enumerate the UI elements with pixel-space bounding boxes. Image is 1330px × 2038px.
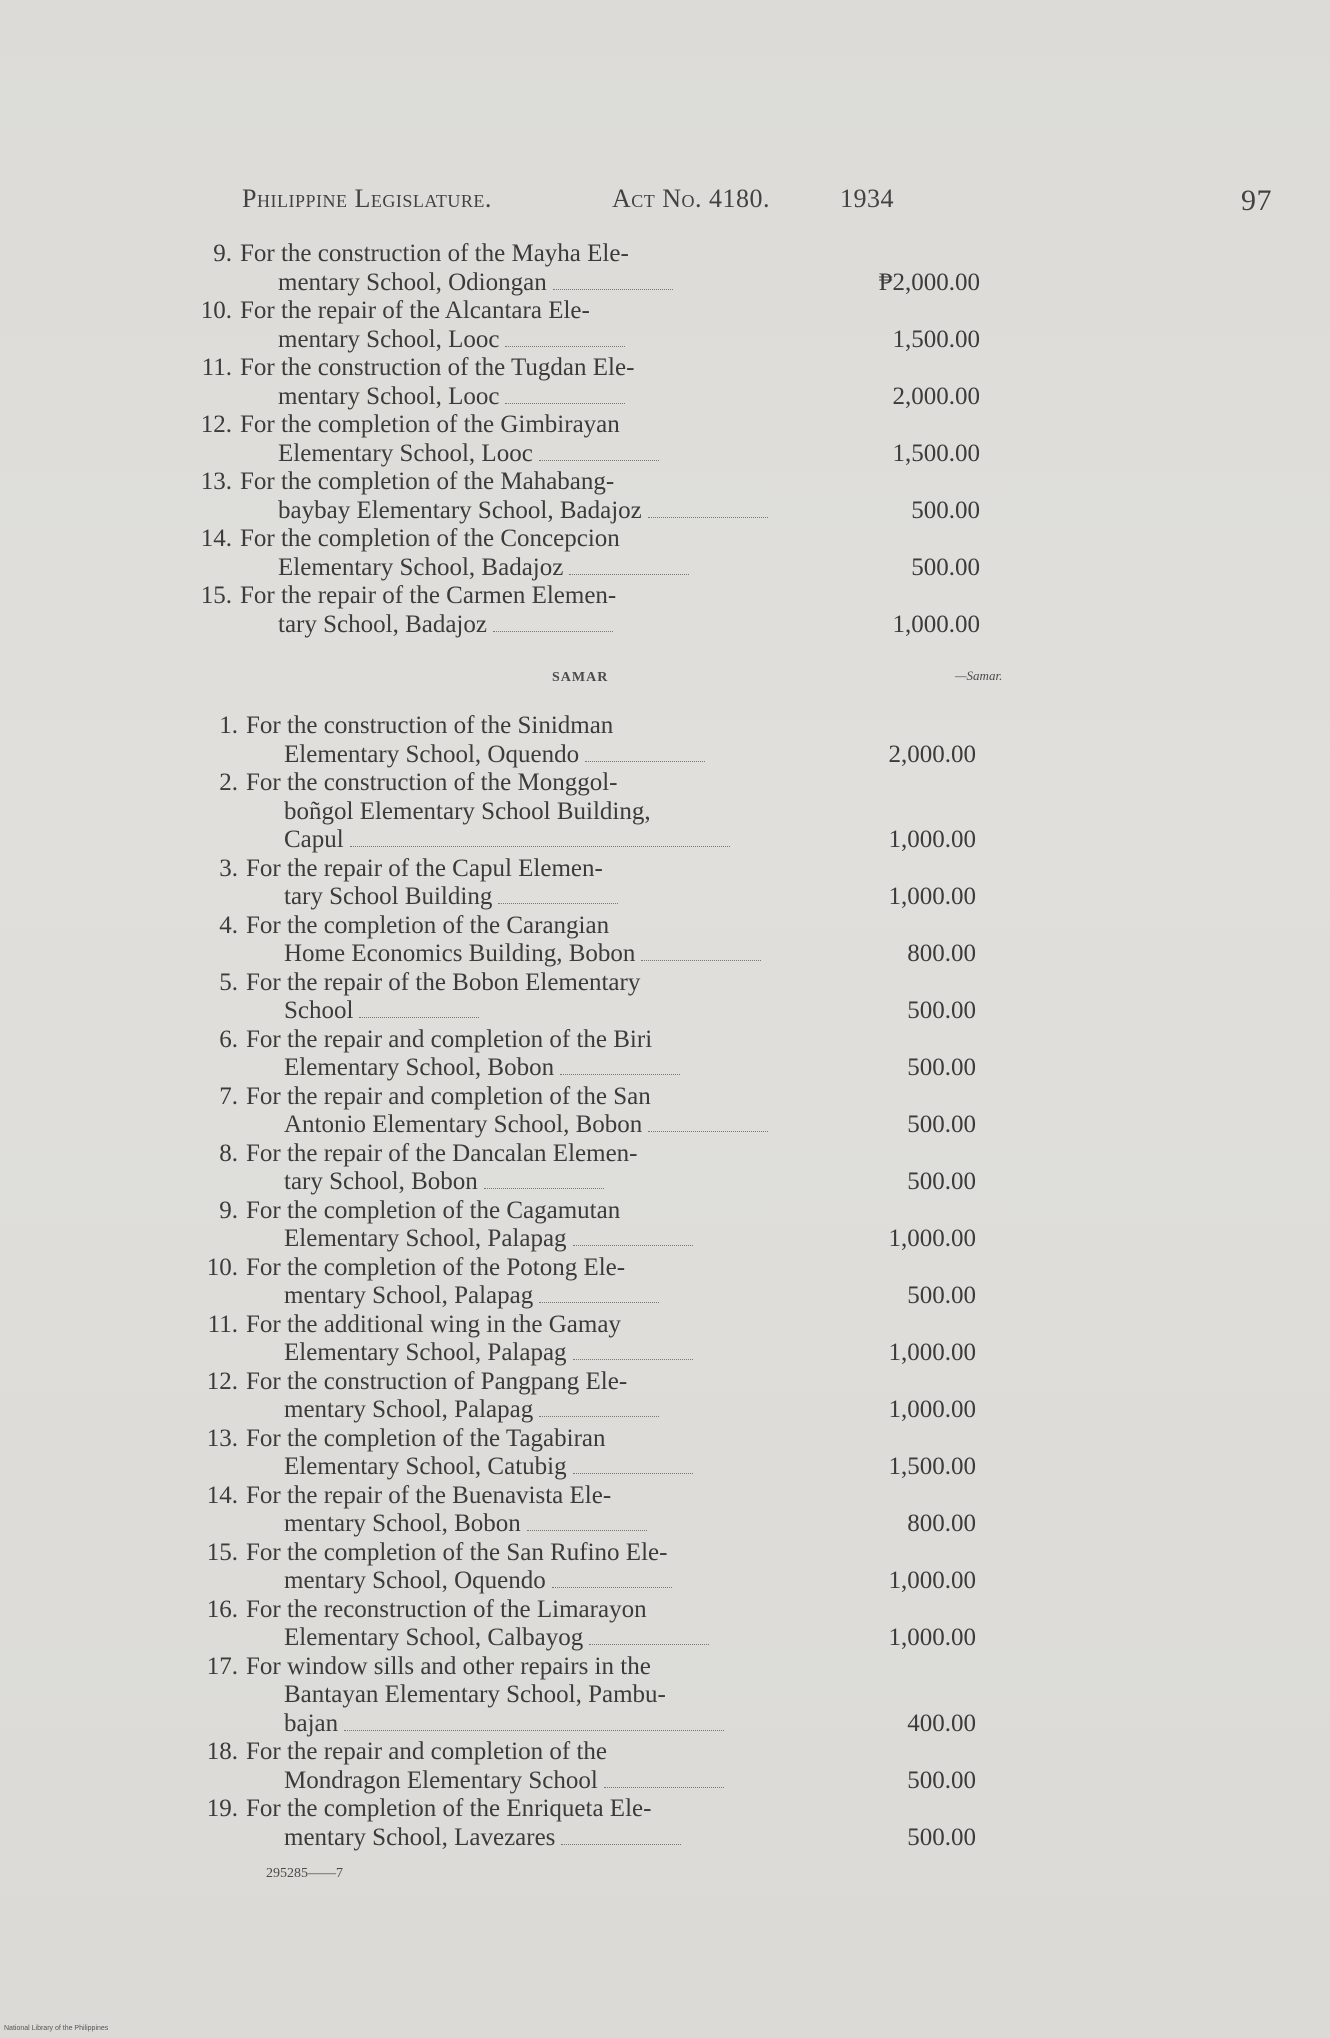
item-line-2 [240, 326, 780, 355]
item-description [246, 912, 786, 969]
dot-leader [569, 568, 689, 575]
item-line-2 [246, 1824, 786, 1853]
item-line-2 [246, 1396, 786, 1425]
item-amount: 400.00 [907, 1709, 976, 1737]
dot-leader [648, 1125, 768, 1132]
dot-leader [505, 397, 625, 404]
item-description [246, 1197, 786, 1254]
item-line-1: For the completion of the Tagabiran [246, 1424, 606, 1452]
item-amount: 1,000.00 [888, 1339, 976, 1366]
item-amount: 500.00 [907, 1168, 976, 1195]
item-number: 13. [206, 1424, 238, 1452]
item-line-2 [246, 798, 786, 827]
item-number: 9. [219, 1196, 238, 1224]
item-number: 2. [219, 769, 238, 796]
item-description [246, 1539, 786, 1596]
appropriations-list-romblon [180, 240, 980, 639]
item-amount: 500.00 [907, 1823, 976, 1851]
dot-leader [641, 954, 761, 961]
item-line-2-text: Bantayan Elementary School, Pambu- [284, 1681, 666, 1708]
item-description [246, 1653, 786, 1739]
item-description [240, 297, 780, 354]
dot-leader [539, 454, 659, 461]
dot-leader [552, 1581, 672, 1588]
archive-footer: National Library of the Philippines [4, 2025, 109, 2032]
item-line-3 [246, 826, 786, 855]
dot-leader [648, 511, 768, 518]
item-number: 14. [200, 525, 232, 552]
item-line-2 [246, 940, 786, 969]
item-number: 19. [206, 1795, 238, 1822]
list-item [180, 525, 980, 582]
item-amount: 800.00 [907, 1510, 976, 1537]
item-number: 12. [206, 1367, 238, 1395]
dot-leader [560, 1068, 680, 1075]
item-line-2-text: Mondragon Elementary School [284, 1766, 598, 1794]
item-line-2-text: mentary School, Bobon [284, 1510, 521, 1537]
item-amount: 500.00 [907, 1111, 976, 1138]
item-amount: 800.00 [907, 940, 976, 967]
item-line-2 [246, 1168, 786, 1197]
running-header [242, 184, 1272, 224]
list-item [186, 912, 976, 969]
item-description [246, 1083, 786, 1140]
item-description [246, 1596, 786, 1653]
item-line-1: For the completion of the Enriqueta Ele- [246, 1795, 652, 1822]
item-line-2-text: mentary School, Palapag [284, 1282, 534, 1309]
list-item [180, 297, 980, 354]
item-amount: 500.00 [907, 1054, 976, 1081]
footer-code: 295285——7 [266, 1866, 343, 1881]
item-line-2-text: Home Economics Building, Bobon [284, 940, 636, 967]
item-description [246, 1254, 786, 1311]
item-number: 12. [200, 411, 232, 438]
item-line-2-text: Elementary School, Catubig [284, 1453, 567, 1480]
item-line-1: For the repair of the Carmen Elemen- [240, 582, 617, 609]
item-line-2-text: mentary School, Odiongan [278, 268, 547, 296]
item-amount: 1,000.00 [888, 1624, 976, 1651]
dot-leader [561, 1838, 681, 1845]
item-line-2 [246, 1225, 786, 1254]
header-act: Act No. 4180. [612, 184, 771, 213]
item-line-2 [246, 1681, 786, 1710]
item-amount: 500.00 [911, 496, 980, 524]
item-amount: 1,000.00 [888, 1567, 976, 1594]
item-line-2 [246, 1767, 786, 1796]
item-description [240, 468, 780, 525]
dot-leader [350, 840, 730, 847]
list-item [186, 1083, 976, 1140]
dot-leader [344, 1724, 724, 1731]
item-description [246, 1026, 786, 1083]
item-line-1: For the repair of the Dancalan Elemen- [246, 1139, 638, 1167]
item-description [240, 525, 780, 582]
item-line-1: For the repair and completion of the [246, 1738, 607, 1765]
item-line-2 [246, 883, 786, 912]
list-item [180, 411, 980, 468]
item-line-1: For the construction of the Mayha Ele- [240, 240, 629, 267]
dot-leader [553, 283, 673, 290]
page-number: 97 [1241, 184, 1272, 217]
item-amount: 500.00 [907, 997, 976, 1024]
list-item [186, 712, 976, 769]
item-line-1: For window sills and other repairs in the [246, 1652, 651, 1680]
item-line-2 [240, 497, 780, 526]
item-amount: 1,000.00 [888, 1225, 976, 1252]
list-item [186, 1596, 976, 1653]
dot-leader [573, 1239, 693, 1246]
list-item [180, 240, 980, 297]
item-line-2 [240, 611, 780, 640]
dot-leader [498, 897, 618, 904]
dot-leader [539, 1296, 659, 1303]
dot-leader [484, 1182, 604, 1189]
item-line-2 [240, 440, 780, 469]
section-heading: SAMAR [552, 670, 609, 685]
item-description [246, 712, 786, 769]
item-line-2-text: Elementary School, Palapag [284, 1339, 567, 1366]
item-line-3 [246, 1710, 786, 1739]
item-line-2 [246, 1567, 786, 1596]
item-amount: 1,000.00 [888, 1396, 976, 1423]
list-item [186, 1653, 976, 1739]
item-amount: 500.00 [907, 1282, 976, 1309]
item-number: 9. [213, 240, 232, 267]
item-number: 16. [206, 1595, 238, 1623]
list-item [186, 969, 976, 1026]
item-description [240, 411, 780, 468]
item-number: 10. [206, 1253, 238, 1281]
item-line-2 [246, 1282, 786, 1311]
item-line-2-text: Elementary School, Palapag [284, 1225, 567, 1252]
item-line-2-text: mentary School, Lavezares [284, 1823, 556, 1851]
item-line-1: For the completion of the Mahabang- [240, 468, 615, 495]
margin-note: —Samar. [955, 668, 1003, 683]
list-item [186, 1539, 976, 1596]
item-line-2-text: Elementary School, Oquendo [284, 740, 580, 768]
header-title: Philippine Legislature. [242, 184, 492, 213]
item-number: 11. [207, 1310, 238, 1338]
item-description [246, 1311, 786, 1368]
item-number: 7. [219, 1082, 238, 1110]
dot-leader [359, 1011, 479, 1018]
item-line-1: For the completion of the San Rufino Ele- [246, 1538, 668, 1566]
item-line-1: For the completion of the Potong Ele- [246, 1253, 626, 1281]
item-line-2-text: mentary School, Oquendo [284, 1567, 546, 1594]
item-line-2 [246, 1453, 786, 1482]
item-number: 10. [200, 297, 232, 324]
dot-leader [585, 755, 705, 762]
item-line-1: For the repair of the Capul Elemen- [246, 854, 603, 882]
dot-leader [505, 340, 625, 347]
list-item [180, 354, 980, 411]
item-number: 8. [219, 1139, 238, 1167]
item-line-2-text: boñgol Elementary School Building, [284, 797, 651, 825]
item-line-1: For the completion of the Carangian [246, 911, 610, 939]
item-line-2 [240, 554, 780, 583]
item-amount: 500.00 [911, 553, 980, 581]
list-item [186, 855, 976, 912]
item-line-1: For the construction of the Sinidman [246, 712, 614, 739]
item-line-2 [246, 1111, 786, 1140]
item-line-2 [246, 997, 786, 1026]
item-amount: ₱2,000.00 [878, 268, 980, 296]
item-number: 15. [200, 582, 232, 609]
item-number: 1. [219, 712, 238, 739]
item-description [246, 1482, 786, 1539]
item-line-2 [246, 1339, 786, 1368]
item-amount: 1,500.00 [892, 325, 980, 353]
list-item [186, 1425, 976, 1482]
item-amount: 2,000.00 [892, 382, 980, 410]
item-description [240, 354, 780, 411]
item-number: 4. [219, 911, 238, 939]
item-line-1: For the construction of the Monggol- [246, 769, 618, 796]
item-line-1: For the repair and completion of the San [246, 1082, 651, 1110]
item-number: 17. [206, 1652, 238, 1680]
dot-leader [604, 1781, 724, 1788]
item-line-2-text: tary School, Badajoz [278, 610, 487, 638]
item-line-1: For the construction of the Tugdan Ele- [240, 354, 635, 381]
list-item [186, 769, 976, 855]
item-line-1: For the repair of the Buenavista Ele- [246, 1481, 612, 1509]
item-line-1: For the construction of Pangpang Ele- [246, 1367, 628, 1395]
item-line-3-text: bajan [284, 1709, 339, 1737]
item-line-2-text: Elementary School, Looc [278, 439, 533, 467]
item-line-1: For the completion of the Concepcion [240, 525, 620, 552]
item-description [246, 769, 786, 855]
item-amount: 1,000.00 [888, 826, 976, 853]
item-line-1: For the repair and completion of the Biri [246, 1025, 653, 1053]
item-amount: 1,000.00 [888, 883, 976, 910]
item-description [240, 240, 780, 297]
appropriations-list-samar [186, 712, 976, 1852]
list-item [186, 1795, 976, 1852]
dot-leader [589, 1638, 709, 1645]
list-item [186, 1140, 976, 1197]
item-number: 11. [201, 354, 232, 381]
item-line-2 [246, 741, 786, 770]
list-item [186, 1197, 976, 1254]
item-line-3-text: Capul [284, 826, 344, 853]
dot-leader [573, 1467, 693, 1474]
item-description [246, 1738, 786, 1795]
item-description [246, 969, 786, 1026]
item-description [246, 1795, 786, 1852]
item-amount: 500.00 [907, 1766, 976, 1794]
item-line-2 [240, 269, 780, 298]
item-number: 14. [206, 1481, 238, 1509]
item-line-2-text: mentary School, Looc [278, 382, 500, 410]
item-line-1: For the repair of the Bobon Elementary [246, 968, 641, 996]
item-line-2-text: mentary School, Looc [278, 325, 500, 353]
list-item [186, 1368, 976, 1425]
item-line-1: For the completion of the Gimbirayan [240, 411, 620, 438]
item-description [246, 1425, 786, 1482]
item-number: 13. [200, 468, 232, 495]
item-number: 18. [206, 1738, 238, 1765]
list-item [180, 582, 980, 639]
list-item [186, 1482, 976, 1539]
item-number: 5. [219, 968, 238, 996]
item-line-2-text: Elementary School, Calbayog [284, 1624, 584, 1651]
item-line-2-text: School [284, 997, 354, 1024]
item-line-1: For the reconstruction of the Limarayon [246, 1595, 647, 1623]
list-item [186, 1254, 976, 1311]
item-line-1: For the completion of the Cagamutan [246, 1196, 621, 1224]
item-amount: 1,000.00 [892, 610, 980, 638]
item-number: 3. [219, 854, 238, 882]
list-item [186, 1311, 976, 1368]
item-line-2-text: mentary School, Palapag [284, 1396, 534, 1423]
item-line-2 [246, 1624, 786, 1653]
list-item [186, 1738, 976, 1795]
dot-leader [573, 1353, 693, 1360]
item-description [246, 855, 786, 912]
item-number: 15. [206, 1538, 238, 1566]
item-line-2-text: baybay Elementary School, Badajoz [278, 496, 642, 524]
item-line-2-text: Elementary School, Badajoz [278, 553, 564, 581]
item-line-2 [246, 1054, 786, 1083]
item-description [246, 1368, 786, 1425]
item-amount: 1,500.00 [892, 439, 980, 467]
header-year: 1934 [840, 184, 894, 213]
list-item [186, 1026, 976, 1083]
item-amount: 1,500.00 [888, 1453, 976, 1480]
dot-leader [493, 625, 613, 632]
dot-leader [527, 1524, 647, 1531]
item-line-2-text: tary School, Bobon [284, 1168, 478, 1195]
dot-leader [539, 1410, 659, 1417]
item-amount: 2,000.00 [888, 740, 976, 768]
item-line-2-text: Elementary School, Bobon [284, 1054, 555, 1081]
item-line-2-text: Antonio Elementary School, Bobon [284, 1111, 643, 1138]
item-line-1: For the additional wing in the Gamay [246, 1310, 621, 1338]
list-item [180, 468, 980, 525]
item-description [240, 582, 780, 639]
item-line-1: For the repair of the Alcantara Ele- [240, 297, 590, 324]
item-number: 6. [219, 1025, 238, 1053]
item-line-2 [246, 1510, 786, 1539]
item-description [246, 1140, 786, 1197]
item-line-2-text: tary School Building [284, 883, 493, 910]
item-line-2 [240, 383, 780, 412]
